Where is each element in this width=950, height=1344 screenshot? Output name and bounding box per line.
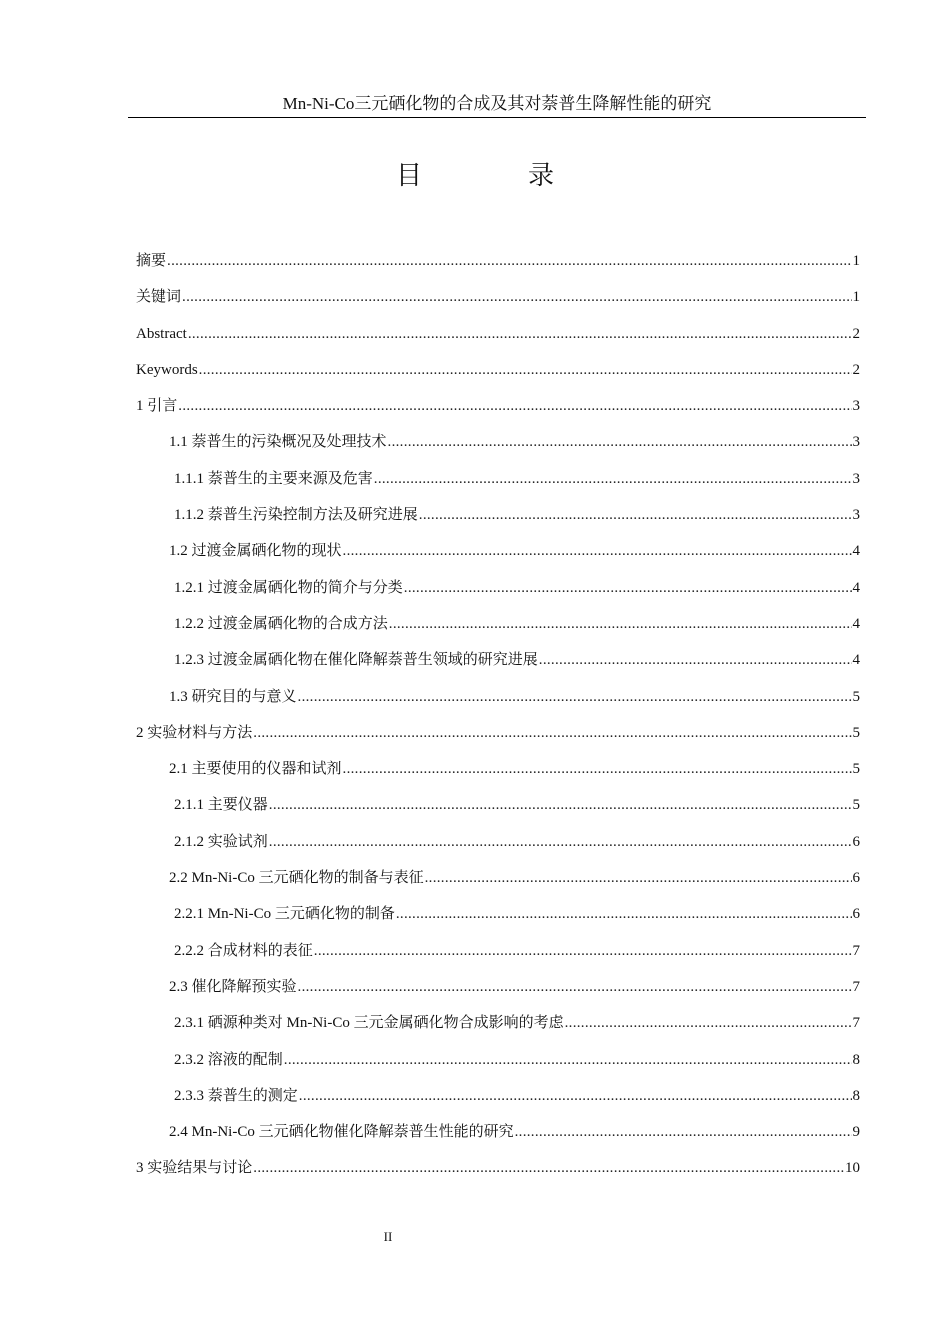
toc-entry-title: Abstract (136, 325, 187, 342)
toc-entry-page: 4 (852, 652, 860, 669)
toc-entry[interactable] (136, 687, 860, 723)
toc-entry[interactable] (136, 868, 860, 904)
toc-entry-page: 10 (845, 1160, 860, 1177)
toc-entry-title: 1.3 研究目的与意义 (169, 688, 297, 705)
toc-entry-page: 1 (852, 253, 860, 269)
toc-entry-title: 1.2 过渡金属硒化物的现状 (169, 543, 342, 560)
toc-dot-leader (565, 1013, 852, 1033)
toc-entry[interactable] (136, 505, 860, 541)
toc-entry-title: 关键词 (136, 289, 182, 306)
toc-entry-title: 1 引言 (136, 398, 178, 415)
toc-entry-page: 5 (852, 688, 860, 705)
toc-entry-title: 1.2.2 过渡金属硒化物的合成方法 (174, 615, 388, 632)
toc-entry[interactable] (136, 1158, 860, 1194)
toc-entry-page: 3 (852, 434, 860, 451)
toc-entry-page: 4 (852, 579, 860, 596)
toc-entry-title: 2.3.1 硒源种类对 Mn-Ni-Co 三元金属硒化物合成影响的考虑 (174, 1015, 564, 1032)
toc-entry-page: 8 (852, 1087, 860, 1104)
toc-entry-page: 8 (852, 1051, 860, 1068)
toc-dot-leader (298, 687, 852, 707)
toc-dot-leader (167, 251, 851, 271)
toc-entry[interactable] (136, 541, 860, 577)
toc-entry[interactable] (136, 795, 860, 831)
toc-entry-page: 1 (852, 289, 860, 306)
toc-entry-page: 3 (852, 398, 860, 415)
toc-entry-title: 2 实验材料与方法 (136, 724, 253, 741)
toc-entry-title: 2.2 Mn-Ni-Co 三元硒化物的制备与表征 (169, 870, 424, 887)
toc-entry-title: 2.2.2 合成材料的表征 (174, 942, 313, 959)
toc-entry-page: 4 (852, 543, 860, 560)
toc-entry[interactable] (136, 360, 860, 396)
toc-dot-leader (539, 650, 852, 670)
toc-entry[interactable] (136, 469, 860, 505)
toc-entry-page: 3 (852, 470, 860, 487)
toc-dot-leader (343, 541, 852, 561)
toc-dot-leader (253, 1158, 844, 1178)
toc-entry-page: 2 (852, 325, 860, 342)
toc-entry-title: 1.1.2 萘普生污染控制方法及研究进展 (174, 507, 418, 524)
toc-dot-leader (284, 1050, 852, 1070)
toc-entry[interactable] (136, 759, 860, 795)
toc-entry[interactable] (136, 396, 860, 432)
toc-entry[interactable] (136, 1013, 860, 1049)
toc-dot-leader (343, 759, 852, 779)
toc-entry-page: 6 (852, 906, 860, 923)
toc-dot-leader (396, 904, 852, 924)
toc-entry-page: 5 (852, 797, 860, 814)
toc-dot-leader (178, 396, 851, 416)
toc-entry-title: 2.1.1 主要仪器 (174, 797, 268, 814)
toc-dot-leader (425, 868, 852, 888)
toc-dot-leader (269, 795, 852, 815)
toc-title: 目 录 (395, 161, 594, 191)
header-divider (128, 117, 866, 118)
toc-entry[interactable] (136, 941, 860, 977)
toc-entry-page: 6 (852, 833, 860, 850)
toc-entry-title: 1.2.3 过渡金属硒化物在催化降解萘普生领域的研究进展 (174, 652, 538, 669)
toc-dot-leader (188, 324, 852, 344)
toc-dot-leader (299, 1086, 852, 1106)
toc-entry-page: 5 (852, 724, 860, 741)
toc-entry[interactable] (136, 832, 860, 868)
table-of-contents (136, 251, 860, 1195)
toc-entry-title: Keywords (136, 361, 198, 378)
toc-dot-leader (269, 832, 852, 852)
toc-entry-page: 2 (852, 361, 860, 378)
toc-dot-leader (182, 287, 851, 307)
toc-entry[interactable] (136, 650, 860, 686)
toc-entry-title: 2.3.3 萘普生的测定 (174, 1087, 298, 1104)
toc-dot-leader (298, 977, 852, 997)
toc-dot-leader (374, 469, 852, 489)
toc-entry[interactable] (136, 1086, 860, 1122)
toc-entry-page: 6 (852, 870, 860, 887)
toc-entry[interactable] (136, 977, 860, 1013)
toc-entry-page: 4 (852, 615, 860, 632)
toc-entry[interactable] (136, 324, 860, 360)
toc-entry-title: 2.2.1 Mn-Ni-Co 三元硒化物的制备 (174, 906, 395, 923)
toc-dot-leader (253, 723, 851, 743)
toc-dot-leader (389, 614, 852, 634)
toc-dot-leader (404, 578, 852, 598)
toc-entry-page: 7 (852, 978, 860, 995)
toc-entry[interactable] (136, 1122, 860, 1158)
toc-entry-page: 5 (852, 761, 860, 778)
toc-entry[interactable] (136, 578, 860, 614)
toc-entry-page: 3 (852, 507, 860, 524)
toc-dot-leader (419, 505, 852, 525)
toc-entry-title: 2.3 催化降解预实验 (169, 978, 297, 995)
toc-entry-title: 1.1.1 萘普生的主要来源及危害 (174, 470, 373, 487)
toc-entry[interactable] (136, 287, 860, 323)
toc-entry[interactable] (136, 723, 860, 759)
toc-dot-leader (314, 941, 852, 961)
toc-entry[interactable] (136, 904, 860, 940)
toc-entry-title: 2.3.2 溶液的配制 (174, 1051, 283, 1068)
toc-entry-title: 摘要 (136, 253, 167, 269)
toc-entry-page: 7 (852, 942, 860, 959)
page-number: II (383, 1229, 393, 1244)
toc-entry-title: 2.1.2 实验试剂 (174, 833, 268, 850)
toc-dot-leader (515, 1122, 852, 1142)
toc-entry[interactable] (136, 614, 860, 650)
toc-entry-title: 1.2.1 过渡金属硒化物的简介与分类 (174, 579, 403, 596)
toc-entry-page: 9 (852, 1124, 860, 1141)
toc-entry[interactable] (136, 432, 860, 468)
toc-entry-title: 2.1 主要使用的仪器和试剂 (169, 761, 342, 778)
toc-dot-leader (199, 360, 852, 380)
toc-entry-page: 7 (852, 1015, 860, 1032)
toc-entry[interactable] (136, 1050, 860, 1086)
toc-entry[interactable] (136, 251, 860, 287)
toc-dot-leader (388, 432, 852, 452)
toc-entry-title: 1.1 萘普生的污染概况及处理技术 (169, 434, 387, 451)
running-header: Mn-Ni-Co三元硒化物的合成及其对萘普生降解性能的研究 (282, 94, 712, 113)
toc-entry-title: 3 实验结果与讨论 (136, 1160, 253, 1177)
toc-entry-title: 2.4 Mn-Ni-Co 三元硒化物催化降解萘普生性能的研究 (169, 1124, 514, 1141)
